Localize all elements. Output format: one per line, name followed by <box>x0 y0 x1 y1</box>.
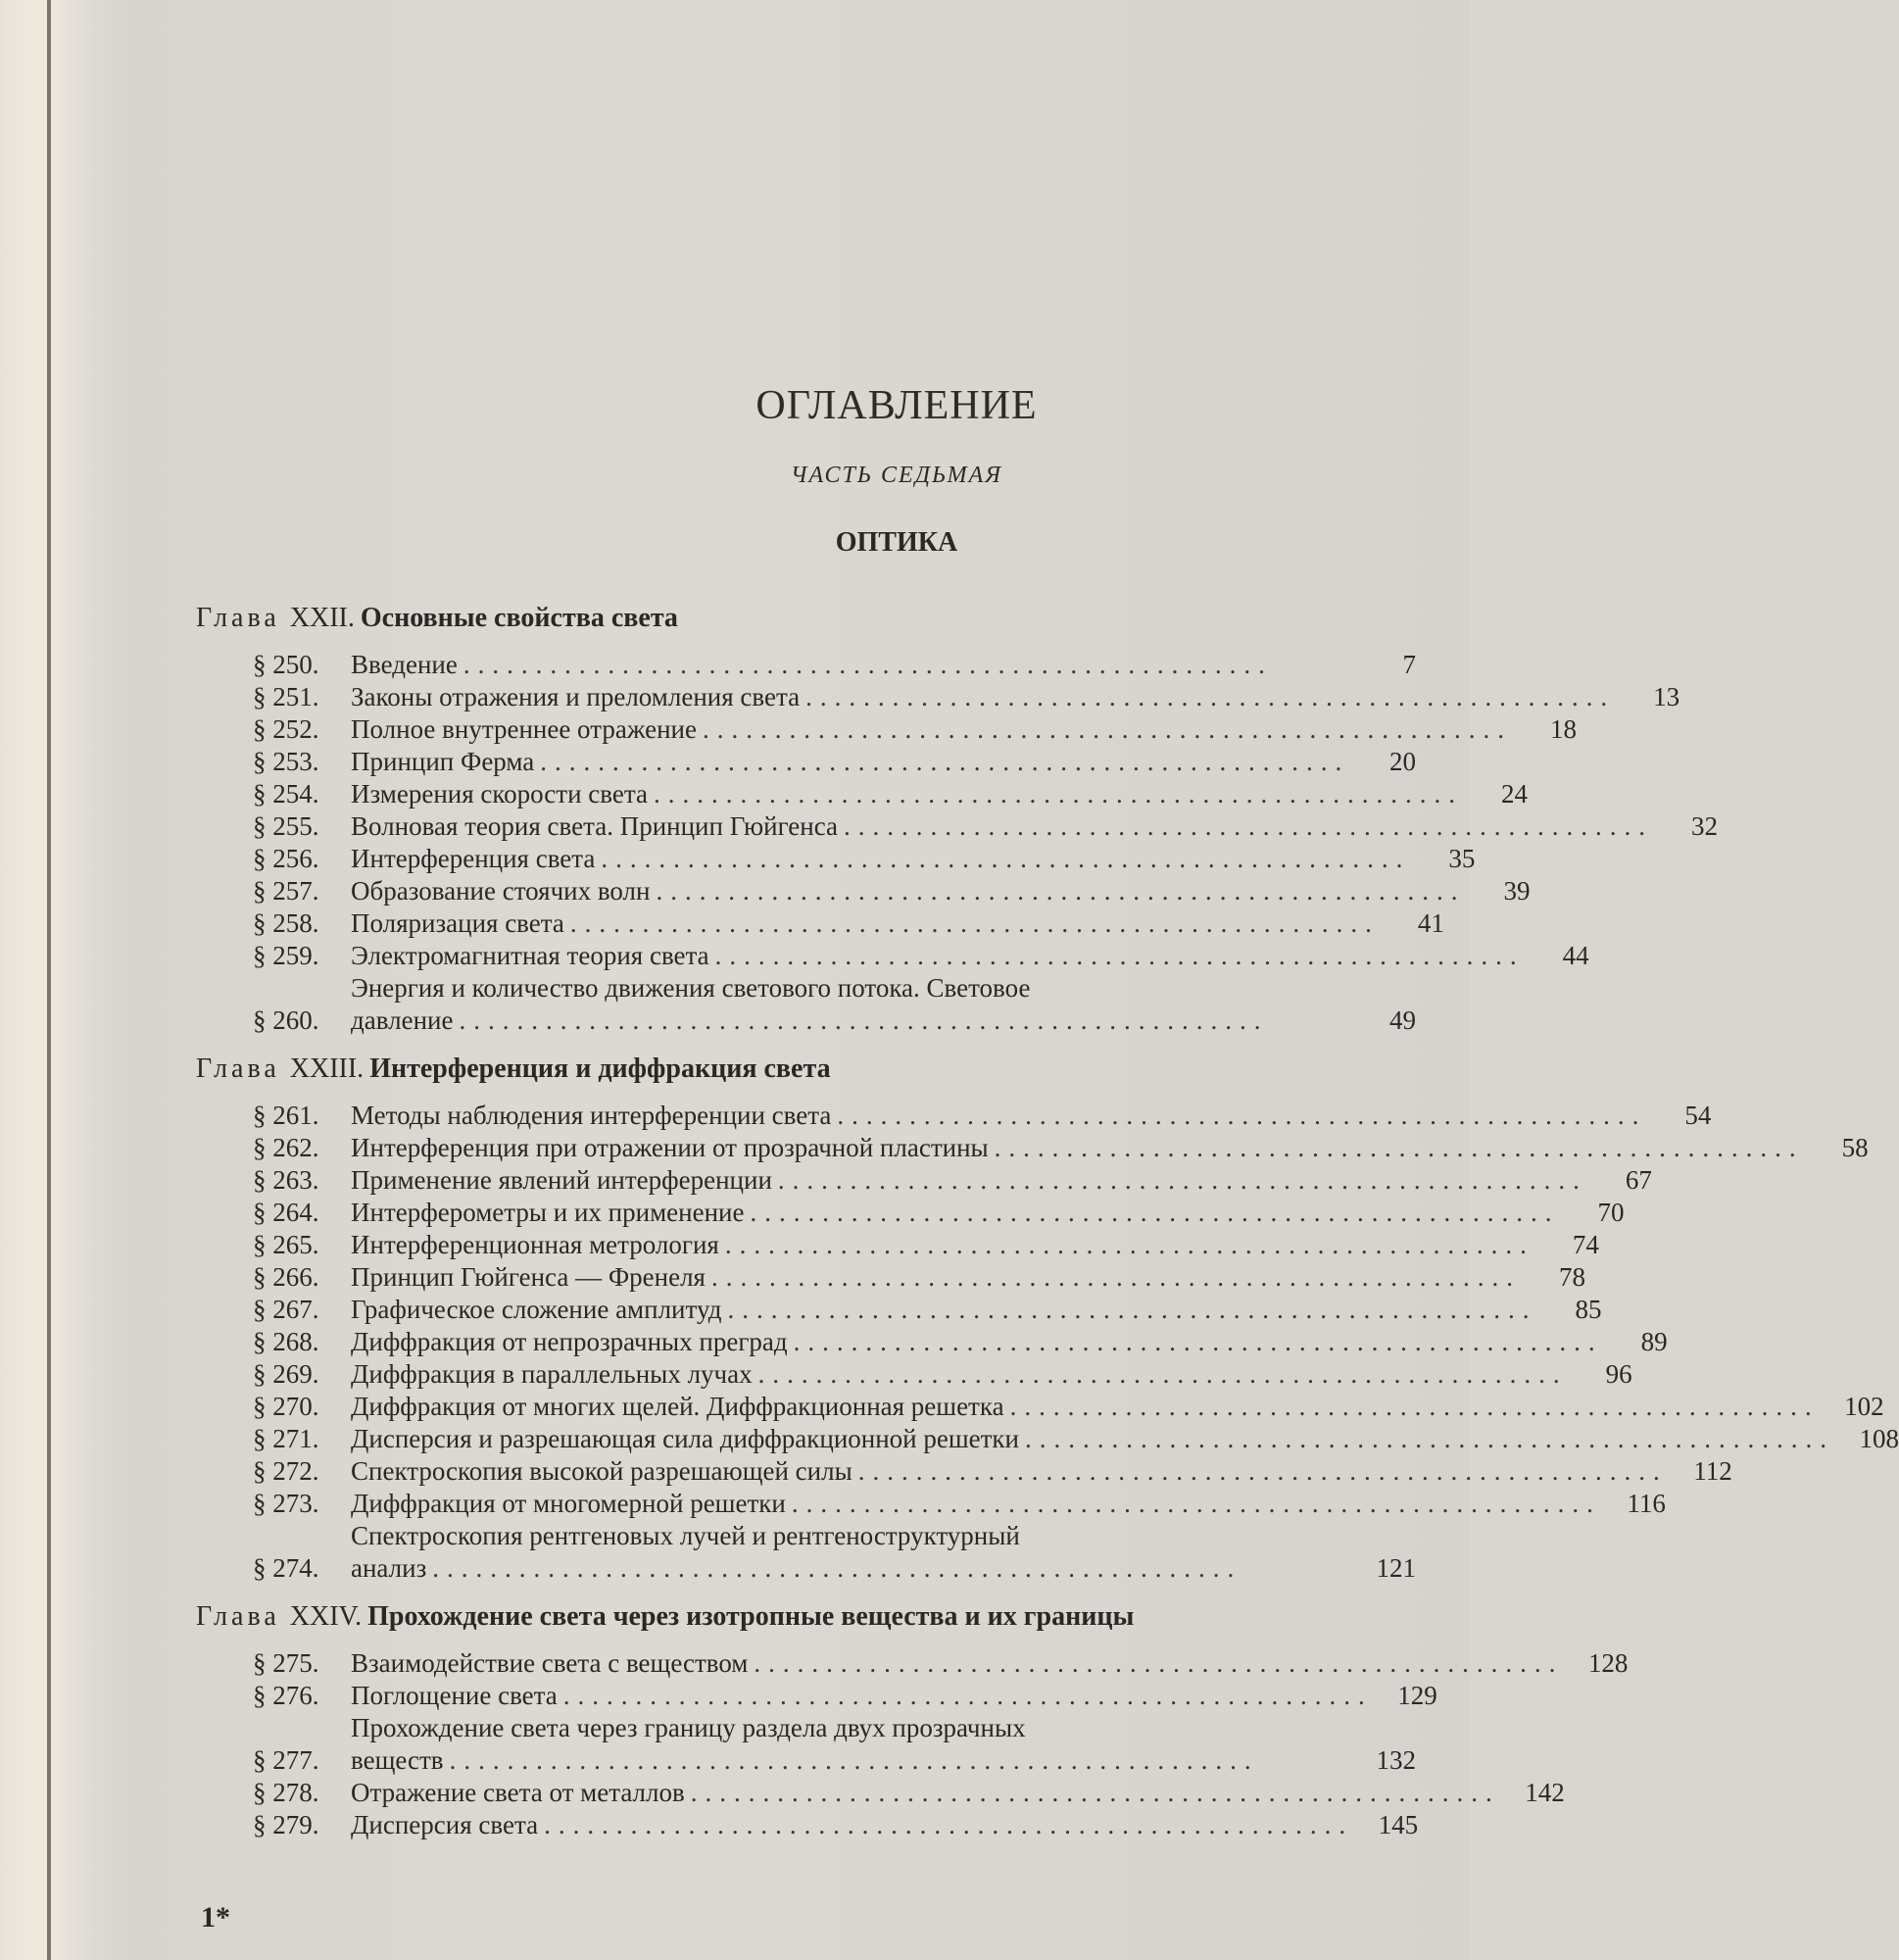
entry-title: Дисперсия и разрешающая сила диффракционной решетки <box>351 1424 1019 1453</box>
entry-title: Энергия и количество движения светового потока. Световое <box>351 973 1031 1003</box>
entry-title: Дисперсия света <box>351 1810 539 1839</box>
dot-leader: ........................................................ <box>432 1553 1242 1583</box>
dot-leader: ........................................................ <box>1009 1392 1820 1421</box>
dot-leader: ........................................................ <box>777 1165 1587 1195</box>
chapter-label: Глава <box>196 1601 280 1632</box>
dot-leader: ........................................................ <box>757 1359 1568 1389</box>
section-number: § 278. <box>253 1778 319 1807</box>
section-number: § 254. <box>253 779 319 808</box>
chapter-heading <box>196 1053 1416 1086</box>
toc-entry[interactable] <box>253 1358 1632 1391</box>
page-number: 74 <box>1572 1230 1599 1259</box>
dot-leader: ........................................................ <box>540 747 1350 776</box>
page-number: 58 <box>1841 1133 1869 1162</box>
dot-leader: ........................................................ <box>837 1101 1647 1130</box>
section-number: § 264. <box>253 1198 319 1227</box>
chapter-entries <box>253 1647 1629 1841</box>
dot-leader: ........................................................ <box>805 682 1616 711</box>
chapter-entries <box>253 1100 1899 1585</box>
toc-entry[interactable] <box>253 1455 1732 1488</box>
page-number: 49 <box>1389 1005 1416 1035</box>
entry-title: Принцип Ферма <box>351 747 535 776</box>
page-number: 129 <box>1397 1681 1437 1710</box>
toc-entry[interactable] <box>253 1132 1869 1164</box>
toc-entry[interactable] <box>253 1326 1668 1358</box>
section-number: § 263. <box>253 1165 319 1195</box>
page-number: 145 <box>1378 1810 1419 1839</box>
part-label: ЧАСТЬ СЕДЬМАЯ <box>790 463 1003 488</box>
section-number: § 255. <box>253 811 319 841</box>
entry-title: Законы отражения и преломления света <box>351 682 801 711</box>
section-number: § 271. <box>253 1424 319 1453</box>
dot-leader: ........................................................ <box>702 714 1512 744</box>
toc-entry[interactable] <box>253 1520 1416 1585</box>
page-number: 32 <box>1691 811 1719 841</box>
page-number: 41 <box>1417 908 1444 938</box>
dot-leader: ........................................................ <box>656 876 1466 906</box>
entry-title: Прохождение света через границу раздела двух прозрачных <box>351 1713 1026 1742</box>
section-number: § 275. <box>253 1648 319 1678</box>
toc-entry[interactable] <box>253 1294 1602 1326</box>
dot-leader: ........................................................ <box>793 1327 1603 1356</box>
section-number: § 253. <box>253 747 319 776</box>
toc-entry[interactable] <box>253 810 1719 843</box>
dot-leader: ........................................................ <box>994 1133 1804 1162</box>
page-number: 132 <box>1376 1745 1416 1775</box>
toc-entry[interactable] <box>253 940 1589 972</box>
dot-leader: ........................................................ <box>459 1005 1269 1035</box>
entry-title: Принцип Гюйгенса — Френеля <box>351 1262 706 1292</box>
section-title: ОПТИКА <box>835 527 958 558</box>
page-number: 35 <box>1448 844 1476 873</box>
binding-crease <box>47 0 51 1960</box>
page-number: 102 <box>1844 1392 1884 1421</box>
toc-entry[interactable] <box>253 1100 1712 1132</box>
section-number: § 279. <box>253 1810 319 1839</box>
section-number: § 256. <box>253 844 319 873</box>
section-number: § 252. <box>253 714 319 744</box>
toc-entry[interactable] <box>253 1164 1652 1197</box>
entry-title: Интерференция света <box>351 844 596 873</box>
section-number: § 277. <box>253 1745 319 1775</box>
toc-entry[interactable] <box>253 1261 1585 1294</box>
page-number: 13 <box>1653 682 1680 711</box>
section-number: § 261. <box>253 1101 319 1130</box>
entry-title: Поглощение света <box>351 1681 558 1710</box>
entry-title-continuation: веществ <box>351 1745 444 1775</box>
dot-leader: ........................................................ <box>569 908 1380 938</box>
entry-title: Отражение света от металлов <box>351 1778 685 1807</box>
page-number: 108 <box>1859 1424 1899 1453</box>
chapter-entries <box>253 649 1719 1037</box>
page-number: 20 <box>1389 747 1416 776</box>
toc-entry[interactable] <box>253 1777 1565 1809</box>
entry-title: Диффракция от многомерной решетки <box>351 1489 786 1518</box>
dot-leader: ........................................................ <box>724 1230 1534 1259</box>
entry-title: Применение явлений интерференции <box>351 1165 772 1195</box>
chapter-number: XXIV. <box>289 1601 363 1632</box>
dot-leader: ........................................................ <box>857 1456 1668 1486</box>
entry-title: Диффракция от многих щелей. Диффракционная решетка <box>351 1392 1004 1421</box>
dot-leader: ........................................................ <box>844 811 1654 841</box>
page-number: 18 <box>1549 714 1577 744</box>
entry-title-continuation: анализ <box>351 1553 427 1583</box>
section-number: § 268. <box>253 1327 319 1356</box>
entry-title: Электромагнитная теория света <box>351 941 709 970</box>
entry-title: Спектроскопия высокой разрешающей силы <box>351 1456 852 1486</box>
chapter-title: Основные свойства света <box>360 603 678 633</box>
printer-signature-mark: 1* <box>201 1901 230 1934</box>
toc-entry[interactable] <box>253 1391 1884 1423</box>
page-number: 24 <box>1500 779 1528 808</box>
dot-leader: ........................................................ <box>791 1489 1601 1518</box>
section-number: § 273. <box>253 1489 319 1518</box>
dot-leader: ........................................................ <box>1025 1424 1834 1453</box>
entry-title: Диффракция в параллельных лучах <box>351 1359 753 1389</box>
entry-title: Спектроскопия рентгеновых лучей и рентгеноструктурный <box>351 1521 1020 1550</box>
entry-title: Введение <box>351 650 458 679</box>
section-number: § 266. <box>253 1262 319 1292</box>
toc-entry[interactable] <box>253 746 1416 778</box>
section-number: § 258. <box>253 908 319 938</box>
dot-leader: ........................................................ <box>601 844 1411 873</box>
section-number: § 259. <box>253 941 319 970</box>
section-number: § 260. <box>253 1005 319 1035</box>
entry-title: Взаимодействие света с веществом <box>351 1648 749 1678</box>
section-number: § 272. <box>253 1456 319 1486</box>
section-number: § 257. <box>253 876 319 906</box>
dot-leader: ........................................................ <box>562 1681 1373 1710</box>
chapter-title: Интерференция и диффракция света <box>369 1054 831 1084</box>
toc-entry[interactable] <box>253 972 1416 1037</box>
section-number: § 276. <box>253 1681 319 1710</box>
toc-entry[interactable] <box>253 1712 1416 1777</box>
entry-title: Образование стоячих волн <box>351 876 651 906</box>
toc-entry[interactable] <box>253 1809 1419 1841</box>
entry-title: Интерференция при отражении от прозрачной пластины <box>351 1133 989 1162</box>
section-number: § 269. <box>253 1359 319 1389</box>
toc-entry[interactable] <box>253 1423 1899 1455</box>
entry-title: Диффракция от непрозрачных преград <box>351 1327 788 1356</box>
table-of-contents <box>196 588 1899 1857</box>
page-number: 121 <box>1376 1553 1416 1583</box>
chapter-number: XXIII. <box>289 1054 365 1084</box>
section-number: § 267. <box>253 1295 319 1324</box>
chapter-title: Прохождение света через изотропные вещества и их границы <box>367 1601 1135 1632</box>
section-number: § 262. <box>253 1133 319 1162</box>
entry-title: Волновая теория света. Принцип Гюйгенса <box>351 811 839 841</box>
page-number: 67 <box>1625 1165 1652 1195</box>
toc-entry[interactable] <box>253 1680 1437 1712</box>
page-number: 78 <box>1558 1262 1585 1292</box>
entry-title: Полное внутреннее отражение <box>351 714 697 744</box>
page-number: 39 <box>1503 876 1531 906</box>
section-number: § 265. <box>253 1230 319 1259</box>
entry-title-continuation: давление <box>351 1005 454 1035</box>
toc-entry[interactable] <box>253 843 1476 875</box>
entry-title: Интерферометры и их применение <box>351 1198 745 1227</box>
section-number: § 251. <box>253 682 319 711</box>
page-number: 89 <box>1640 1327 1668 1356</box>
section-number: § 270. <box>253 1392 319 1421</box>
page-number: 54 <box>1684 1101 1712 1130</box>
toc-title: ОГЛАВЛЕНИЕ <box>755 383 1038 428</box>
dot-leader: ........................................................ <box>449 1745 1259 1775</box>
dot-leader: ........................................................ <box>544 1810 1354 1839</box>
page-edge <box>29 0 47 1960</box>
page-number: 112 <box>1693 1456 1732 1486</box>
toc-entry[interactable] <box>253 1197 1625 1229</box>
dot-leader: ........................................................ <box>727 1295 1537 1324</box>
toc-entry[interactable] <box>253 1647 1629 1680</box>
toc-entry[interactable] <box>253 778 1528 810</box>
section-number: § 250. <box>253 650 319 679</box>
entry-title: Поляризация света <box>351 908 564 938</box>
dot-leader: ........................................................ <box>750 1198 1560 1227</box>
page-number: 7 <box>1402 650 1416 679</box>
entry-title: Методы наблюдения интерференции света <box>351 1101 832 1130</box>
dot-leader: ........................................................ <box>653 779 1463 808</box>
page-number: 128 <box>1587 1648 1629 1678</box>
page-number: 116 <box>1627 1489 1666 1518</box>
section-number: § 274. <box>253 1553 319 1583</box>
toc-entry[interactable] <box>253 875 1531 907</box>
toc-entry[interactable] <box>253 681 1680 713</box>
toc-entry[interactable] <box>253 1229 1599 1261</box>
dot-leader: ........................................................ <box>754 1648 1564 1678</box>
dot-leader: ........................................................ <box>714 941 1525 970</box>
dot-leader: ........................................................ <box>710 1262 1521 1292</box>
entry-title: Измерения скорости света <box>351 779 648 808</box>
chapter-label: Глава <box>196 1054 280 1084</box>
page-number: 142 <box>1525 1778 1565 1807</box>
page-number: 44 <box>1562 941 1589 970</box>
chapter-heading <box>196 1600 1416 1634</box>
entry-title: Графическое сложение амплитуд <box>351 1295 722 1324</box>
page-number: 96 <box>1605 1359 1632 1389</box>
page-number: 85 <box>1575 1295 1602 1324</box>
toc-entry[interactable] <box>253 649 1416 681</box>
dot-leader: ........................................................ <box>463 650 1273 679</box>
toc-entry[interactable] <box>253 713 1577 746</box>
chapter-label: Глава <box>196 603 280 633</box>
toc-entry[interactable] <box>253 907 1444 940</box>
dot-leader: ........................................................ <box>690 1778 1500 1807</box>
entry-title: Интерференционная метрология <box>351 1230 719 1259</box>
chapter-number: XXII. <box>289 603 355 633</box>
chapter-heading <box>196 602 1416 635</box>
page-number: 70 <box>1597 1198 1625 1227</box>
toc-entry[interactable] <box>253 1488 1666 1520</box>
